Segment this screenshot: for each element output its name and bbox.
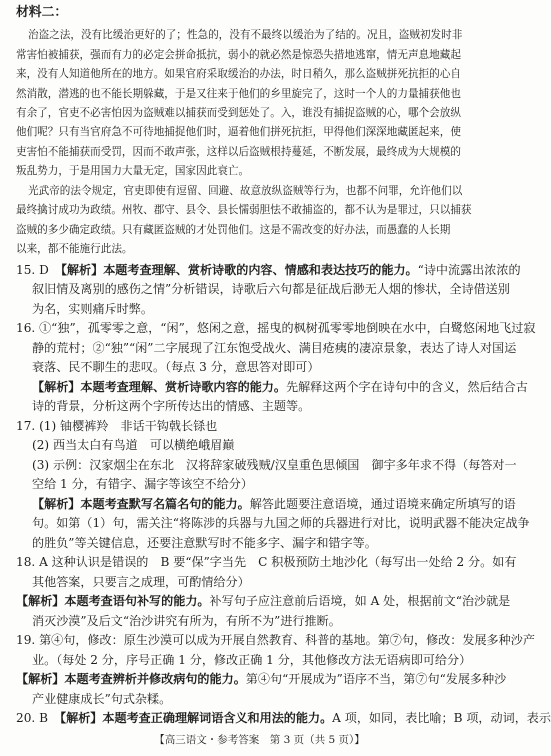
answer-line: 19. 第④句，修改：原生沙漠可以成为开展自然教育、科普的基地。第⑦句，修改：发展多种沙产	[16, 633, 535, 648]
analysis-text: 先解释这两个字在诗句中的含义，然后结合古	[285, 379, 528, 394]
translation-line: 常害怕被捕获，强而有力的必定会拼命抵抗，弱小的就必然是惊恐失措地逃窜，情无声息地藏起	[16, 48, 461, 61]
analysis-line: 句。如第（1）句，需关注“将陈涉的兵器与九国之师的兵器进行对比，说明武器不能决定战争	[32, 516, 530, 531]
answer-line: 其他答案，只要言之成理，可酌情给分）	[32, 574, 250, 589]
answer-line: 叙旧情及离别的感伤之情”分析错误，诗歌后六句都是征战后渺无人烟的惨状，全诗借送别	[32, 282, 510, 297]
translation-line: 最终擒讨成功为政绩。州牧、郡守、县令、县长懦弱胆怯不敢捕盗的，都不认为是罪过，只以捕获	[16, 204, 472, 217]
analysis-text: 补写句子应注意前后语境，如 A 处，根据前文“治沙就是	[209, 594, 511, 609]
analysis-label: 【解析】本题考查正确理解词语含义和用法的能力。	[60, 711, 333, 725]
analysis-line: 消灭沙漠”及后文“治沙讲究有所为，有所不为”进行推断。	[32, 613, 341, 628]
analysis-line	[16, 672, 507, 686]
answer-line: 静的荒村；②“独”“闲”二字展现了江东饱受战火、满目疮痍的凄凉景象，表达了诗人对国运	[32, 340, 517, 355]
answer-line: 为名，实则痛斥时弊。	[32, 301, 153, 316]
answer-line	[16, 711, 551, 725]
analysis-label: 【解析】本题考查辨析并修改病句的能力。	[16, 672, 246, 686]
translation-line: 他们呢？只有当官府急不可待地捕捉他们时，逼着他们拼死抗拒，甲得他们深深地藏匿起来，使	[16, 126, 461, 139]
answer-line: 空给 1 分，有错字、漏字等该空不给分）	[32, 477, 253, 492]
answer-line	[16, 262, 521, 277]
translation-line: 盗贼的多少确定政绩。只有藏匿盗贼的才处罚他们。这是不需改变的好办法，而愚蠢的人长期	[16, 223, 451, 236]
analysis-label: 【解析】本题考查语句补写的能力。	[16, 594, 210, 609]
answer-text: A 项，如同，表比喻；B 项，动词，表示	[332, 711, 551, 725]
answer-number: 15. D	[16, 262, 61, 277]
translation-line: 叛乱势力，于是用国力大量无定，国家因此衰亡。	[16, 165, 250, 178]
answer-line: 16. ①“独”，孤零零之意，“闲”，悠闲之意，摇曳的枫树孤零零地倒映在水中，白鹭悠闲地飞过寂	[16, 321, 536, 336]
translation-line: 吏害怕不能捕获而受罚，因而不敢声张，这样以后盗贼根持蔓延，不断发展，最终成为大规模的	[16, 145, 461, 158]
answer-line: (2) 西当太白有鸟道 可以横绝峨眉巅	[32, 438, 235, 453]
analysis-line: 的胜负”等关键信息，还要注意默写时不能多字、漏字和错字等。	[32, 535, 377, 550]
translation-line: 光武帝的法令规定，官吏即使有逗留、回避、故意放纵盗贼等行为，也都不问罪，允许他们以	[28, 184, 463, 197]
translation-line: 有余了，官吏不必害怕因为盗贼难以捕获而受到惩处了。入，谁没有捕捉盗贼的心，哪个会放纵	[16, 106, 461, 119]
analysis-label: 【解析】本题考查理解、赏析诗歌内容的能力。	[32, 379, 286, 394]
analysis-text: 第④句“开展成为”语序不当，第⑦句“发展多种沙	[245, 672, 507, 686]
page-footer: 【高三语文・参考答案 第 3 页（共 5 页）】	[154, 734, 365, 746]
analysis-line	[32, 496, 516, 511]
analysis-line: 产业健康成长”句式杂糅。	[32, 691, 172, 706]
analysis-label: 【解析】本题考查默写名篇名句的能力。	[32, 496, 250, 511]
answer-line: 18. A 这种认识是错误的 B 要“保”字当先 C 积极预防土地沙化（每写出一处给 2 分。如有	[16, 555, 517, 570]
translation-line: 然消散，潜逃的也不能长期躲藏，于是又往来于他们的乡里旋完了，这时一个人的力量捕获他也	[16, 87, 461, 100]
material-two-heading: 材料二：	[16, 5, 68, 20]
answer-line: (3) 示例：汉家烟尘在东北 汉将辞家破残贼/汉皇重色思倾国 御宇多年求不得（每答对一	[32, 457, 517, 472]
answer-line: 17. (1) 铀樱裤羚 非话干钩戟长铩也	[16, 418, 218, 433]
analysis-line	[16, 594, 511, 609]
answer-number: 20. B	[16, 711, 61, 725]
translation-line: 治盗之法，没有比缓治更好的了；性急的，没有不最终以缓治为了结的。况且，盗贼初发时非	[28, 29, 463, 41]
translation-line: 以来，都不能施行此法。	[16, 243, 133, 256]
analysis-line: 诗的背景，分析这两个字所传达出的情感、主题等。	[32, 399, 311, 414]
answer-text: “诗中流露出浓浓的	[417, 262, 521, 277]
analysis-line	[32, 379, 528, 394]
translation-line: 来，没有人知道他所在的地方。如果官府采取缓治的办法，时日稍久，那么盗贼拼死抗拒的心自	[16, 68, 461, 80]
analysis-label: 【解析】本题考查理解、赏析诗歌的内容、情感和表达技巧的能力。	[60, 262, 418, 277]
analysis-text: 解答此题要注意语境，通过语境来确定所填写的语	[249, 496, 516, 511]
answer-line: 业。（每处 2 分，序号正确 1 分，修改正确 1 分，其他修改方法无语病即可给分）	[32, 652, 472, 667]
answer-line: 衰落、民不聊生的悲叹。（每点 3 分，意思答对即可）	[32, 360, 320, 375]
